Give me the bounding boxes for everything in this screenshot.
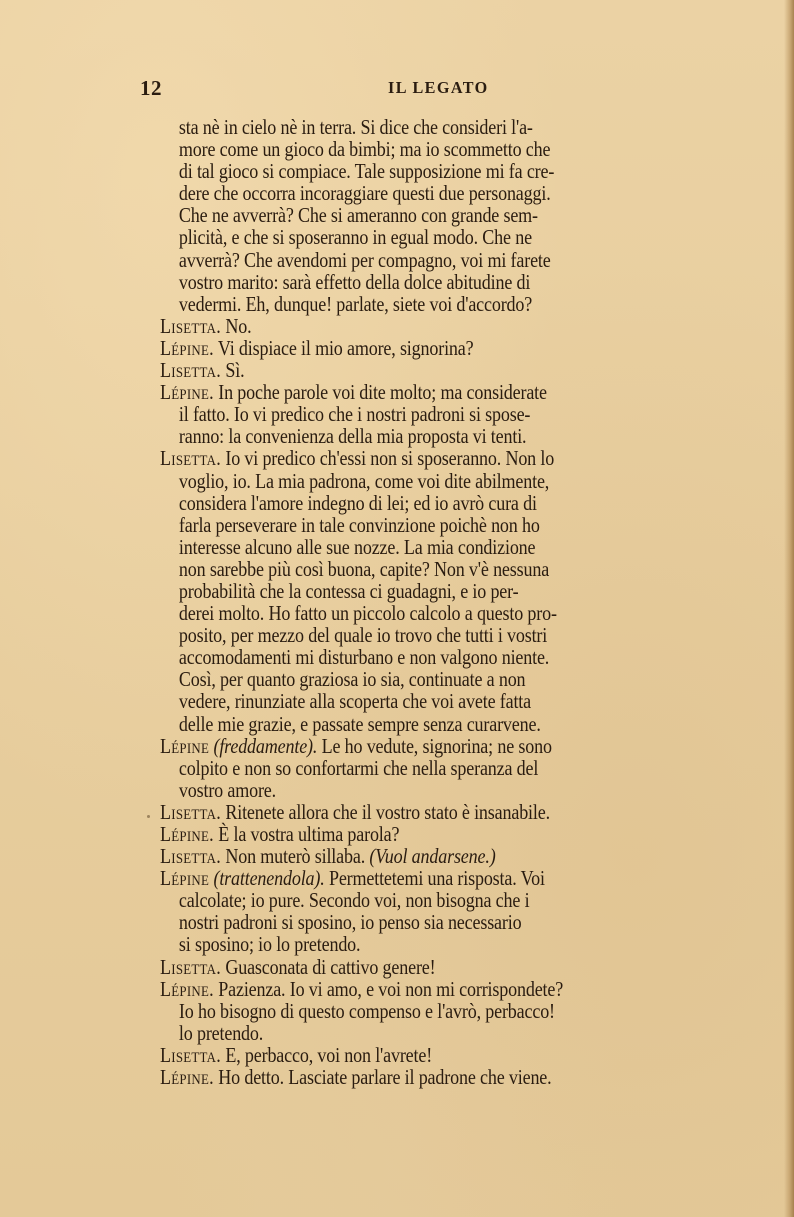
stage-direction: (freddamente). bbox=[213, 733, 318, 758]
speech-line: colpito e non so confortarmi che nella speranza del bbox=[178, 755, 539, 780]
speech-line: ranno: la convenienza della mia proposta vi tenti. bbox=[178, 424, 527, 449]
speech-text: Vi dispiace il mio amore, signorina? bbox=[217, 335, 474, 360]
speech-text: È la vostra ultima parola? bbox=[218, 822, 400, 846]
page-header bbox=[140, 76, 760, 102]
speech-line: non sarebbe più così buona, capite? Non v'è nessuna bbox=[178, 556, 550, 581]
speech-line bbox=[160, 1066, 679, 1088]
text-line: vostro marito: sarà effetto della dolce abitudine di bbox=[178, 269, 531, 294]
speech-line: accomodamenti mi disturbano e non valgono niente. bbox=[178, 645, 550, 670]
speech bbox=[160, 735, 764, 801]
speech-line: si sposino; io lo pretendo. bbox=[178, 932, 361, 957]
speech-text: Le ho vedute, signorina; ne sono bbox=[321, 733, 552, 758]
speech-text: E, perbacco, voi non l'avrete! bbox=[225, 1042, 433, 1067]
speech-line bbox=[160, 956, 679, 978]
speech-line: posito, per mezzo del quale io trovo che tutti i vostri bbox=[178, 623, 548, 648]
speech-line: derei molto. Ho fatto un piccolo calcolo a questo pro- bbox=[178, 601, 557, 626]
text-line: dere che occorra incoraggiare questi due personaggi. bbox=[178, 181, 551, 206]
text-line: sta nè in cielo nè in terra. Si dice che consideri l'a- bbox=[178, 115, 533, 139]
speaker-name: Lisetta. bbox=[160, 844, 222, 869]
speech-line bbox=[160, 337, 679, 359]
speech-text: Sì. bbox=[225, 358, 245, 383]
speech bbox=[160, 801, 764, 823]
speaker-name: Lépine. bbox=[160, 822, 214, 846]
speech bbox=[160, 337, 764, 359]
speaker-name: Lépine. bbox=[160, 976, 214, 1001]
page-edge-shadow bbox=[784, 0, 794, 1217]
speech bbox=[160, 447, 764, 734]
speech bbox=[160, 867, 764, 955]
speech-line: delle mie grazie, e passate sempre senza curarvene. bbox=[178, 711, 541, 736]
speech-line: farla perseverare in tale convinzione poichè non ho bbox=[178, 512, 540, 537]
speaker-name: Lépine bbox=[160, 866, 210, 891]
stage-direction: (trattenendola). bbox=[213, 866, 325, 891]
speaker-name: Lisetta. bbox=[160, 313, 222, 338]
speech-line bbox=[160, 801, 679, 823]
speech-line: Così, per quanto graziosa io sia, continuate a non bbox=[178, 667, 526, 692]
speech-line: lo pretendo. bbox=[178, 1020, 264, 1045]
speech-line bbox=[160, 845, 679, 867]
speech-text: Pazienza. Io vi amo, e voi non mi corrispondete? bbox=[218, 976, 564, 1001]
speech bbox=[160, 359, 764, 381]
speech-line: vedere, rinunziate alla scoperta che voi avete fatta bbox=[178, 689, 531, 714]
speech-line: probabilità che la contessa ci guadagni, e io per- bbox=[178, 578, 519, 603]
speech-line: nostri padroni si sposino, io penso sia necessario bbox=[178, 910, 522, 935]
speech-text: Io vi predico ch'essi non si sposeranno. Non lo bbox=[225, 446, 555, 471]
speech bbox=[160, 823, 764, 845]
text-line: vedermi. Eh, dunque! parlate, siete voi d'accordo? bbox=[178, 291, 533, 316]
speech-line bbox=[160, 978, 679, 1000]
speech bbox=[160, 956, 764, 978]
text-line: avverrà? Che avendomi per compagno, voi mi farete bbox=[178, 247, 551, 272]
speech-text: In poche parole voi dite molto; ma considerate bbox=[218, 380, 547, 405]
speaker-name: Lisetta. bbox=[160, 954, 222, 979]
text-line: di tal gioco si compiace. Tale supposizione mi fa cre- bbox=[178, 159, 555, 184]
speech bbox=[160, 1066, 764, 1088]
speech bbox=[160, 315, 764, 337]
stage-direction: (Vuol andarsene.) bbox=[369, 844, 496, 869]
speech-text: Permettetemi una risposta. Voi bbox=[328, 866, 545, 891]
page-number: 12 bbox=[140, 76, 162, 100]
speaker-name: Lépine. bbox=[160, 335, 214, 360]
speech-line bbox=[160, 867, 679, 889]
speech-line bbox=[160, 381, 679, 403]
speaker-name: Lépine. bbox=[160, 1065, 214, 1090]
speaker-name: Lisetta. bbox=[160, 358, 222, 383]
speaker-name: Lisetta. bbox=[160, 1042, 222, 1067]
speech-line: il fatto. Io vi predico che i nostri padroni si spose- bbox=[178, 402, 531, 427]
speech-line bbox=[160, 823, 679, 845]
speech-text: Non muterò sillaba. bbox=[225, 844, 366, 869]
text-line: Che ne avverrà? Che si ameranno con grande sem- bbox=[178, 203, 538, 228]
speech bbox=[160, 978, 764, 1044]
text-line: plicità, e che si sposeranno in egual modo. Che ne bbox=[178, 225, 532, 250]
speech-text: No. bbox=[225, 313, 252, 338]
speech-line: voglio, io. La mia padrona, come voi dite abilmente, bbox=[178, 468, 550, 493]
speaker-name: Lépine bbox=[160, 733, 210, 758]
speech-text: Ho detto. Lasciate parlare il padrone che viene. bbox=[218, 1065, 552, 1090]
speech bbox=[160, 1044, 764, 1066]
speaker-name: Lisetta. bbox=[160, 799, 222, 824]
speech-text: Ritenete allora che il vostro stato è insanabile. bbox=[225, 799, 550, 824]
speech-line: vostro amore. bbox=[178, 777, 276, 802]
speech-line bbox=[160, 315, 679, 337]
speaker-name: Lisetta. bbox=[160, 446, 222, 471]
speech-line: interesse alcuno alle sue nozze. La mia condizione bbox=[178, 534, 536, 559]
body-text bbox=[160, 116, 764, 1088]
speech-line bbox=[160, 1044, 679, 1066]
speaker-name: Lépine. bbox=[160, 380, 214, 405]
ink-speck bbox=[147, 815, 150, 818]
text-line: more come un gioco da bimbi; ma io scommetto che bbox=[178, 137, 551, 162]
speech-line: calcolate; io pure. Secondo voi, non bisogna che i bbox=[178, 888, 530, 913]
speech-line bbox=[160, 735, 679, 757]
speech bbox=[160, 381, 764, 447]
speech-line bbox=[160, 447, 679, 469]
speech-line: considera l'amore indegno di lei; ed io avrò cura di bbox=[178, 490, 537, 515]
speech bbox=[160, 845, 764, 867]
continuation-paragraph bbox=[160, 116, 764, 315]
speech-line bbox=[160, 359, 679, 381]
speech-line: Io ho bisogno di questo compenso e l'avrò, perbacco! bbox=[178, 998, 555, 1023]
running-title: IL LEGATO bbox=[388, 78, 489, 97]
speech-text: Guasconata di cattivo genere! bbox=[225, 954, 436, 979]
